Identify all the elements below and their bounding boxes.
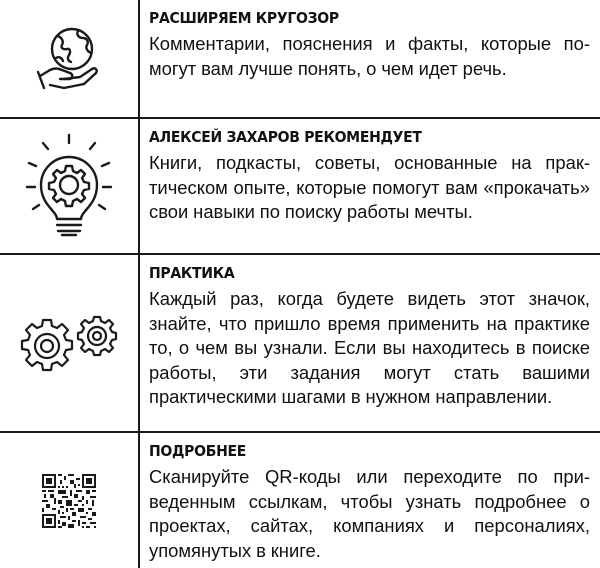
text-cell [140, 0, 600, 117]
section-text: Книги, подкасты, советы, основанные на практическом опыте, которые помогут вам «прокачать» свои навыки по поиску работы мечты. [149, 152, 590, 222]
icon-cell [0, 0, 140, 117]
text-cell [140, 255, 600, 431]
text-cell [140, 119, 600, 253]
section-text: Комментарии, пояснения и факты, которые помогут вам лучше понять, о чем идет речь. [149, 33, 590, 79]
legend-row-more-info [0, 433, 600, 568]
section-heading: АЛЕКСЕЙ ЗАХАРОВ РЕКОМЕНДУЕТ [149, 129, 422, 147]
section-heading: РАСШИРЯЕМ КРУГОЗОР [149, 10, 339, 28]
section-text: Каждый раз, когда будете видеть этот значок, знайте, что пришло время применить на практике то, о чем вы узнали. Если вы находитесь в поиске работы, эти задания могут стать вашими практическими шагами в нужном направлении. [149, 288, 590, 407]
icon-cell [0, 255, 140, 431]
gears-icon [9, 308, 129, 378]
legend-row-practice [0, 255, 600, 433]
icon-cell [0, 433, 140, 568]
section-text: Сканируйте QR-коды или переходите по приведенным ссылкам, чтобы узнать подробнее о проектах, сайтах, компаниях и персоналиях, упомянутых в книге. [149, 466, 590, 561]
gear-lightbulb-icon [21, 131, 117, 241]
section-heading: ПРАКТИКА [149, 265, 235, 283]
legend-row-broaden-horizons [0, 0, 600, 119]
legend-row-recommends [0, 119, 600, 255]
icon-cell [0, 119, 140, 253]
section-heading: ПОДРОБНЕЕ [149, 443, 247, 461]
qr-code-icon [42, 474, 96, 528]
globe-in-hand-icon [34, 24, 104, 94]
text-cell [140, 433, 600, 568]
